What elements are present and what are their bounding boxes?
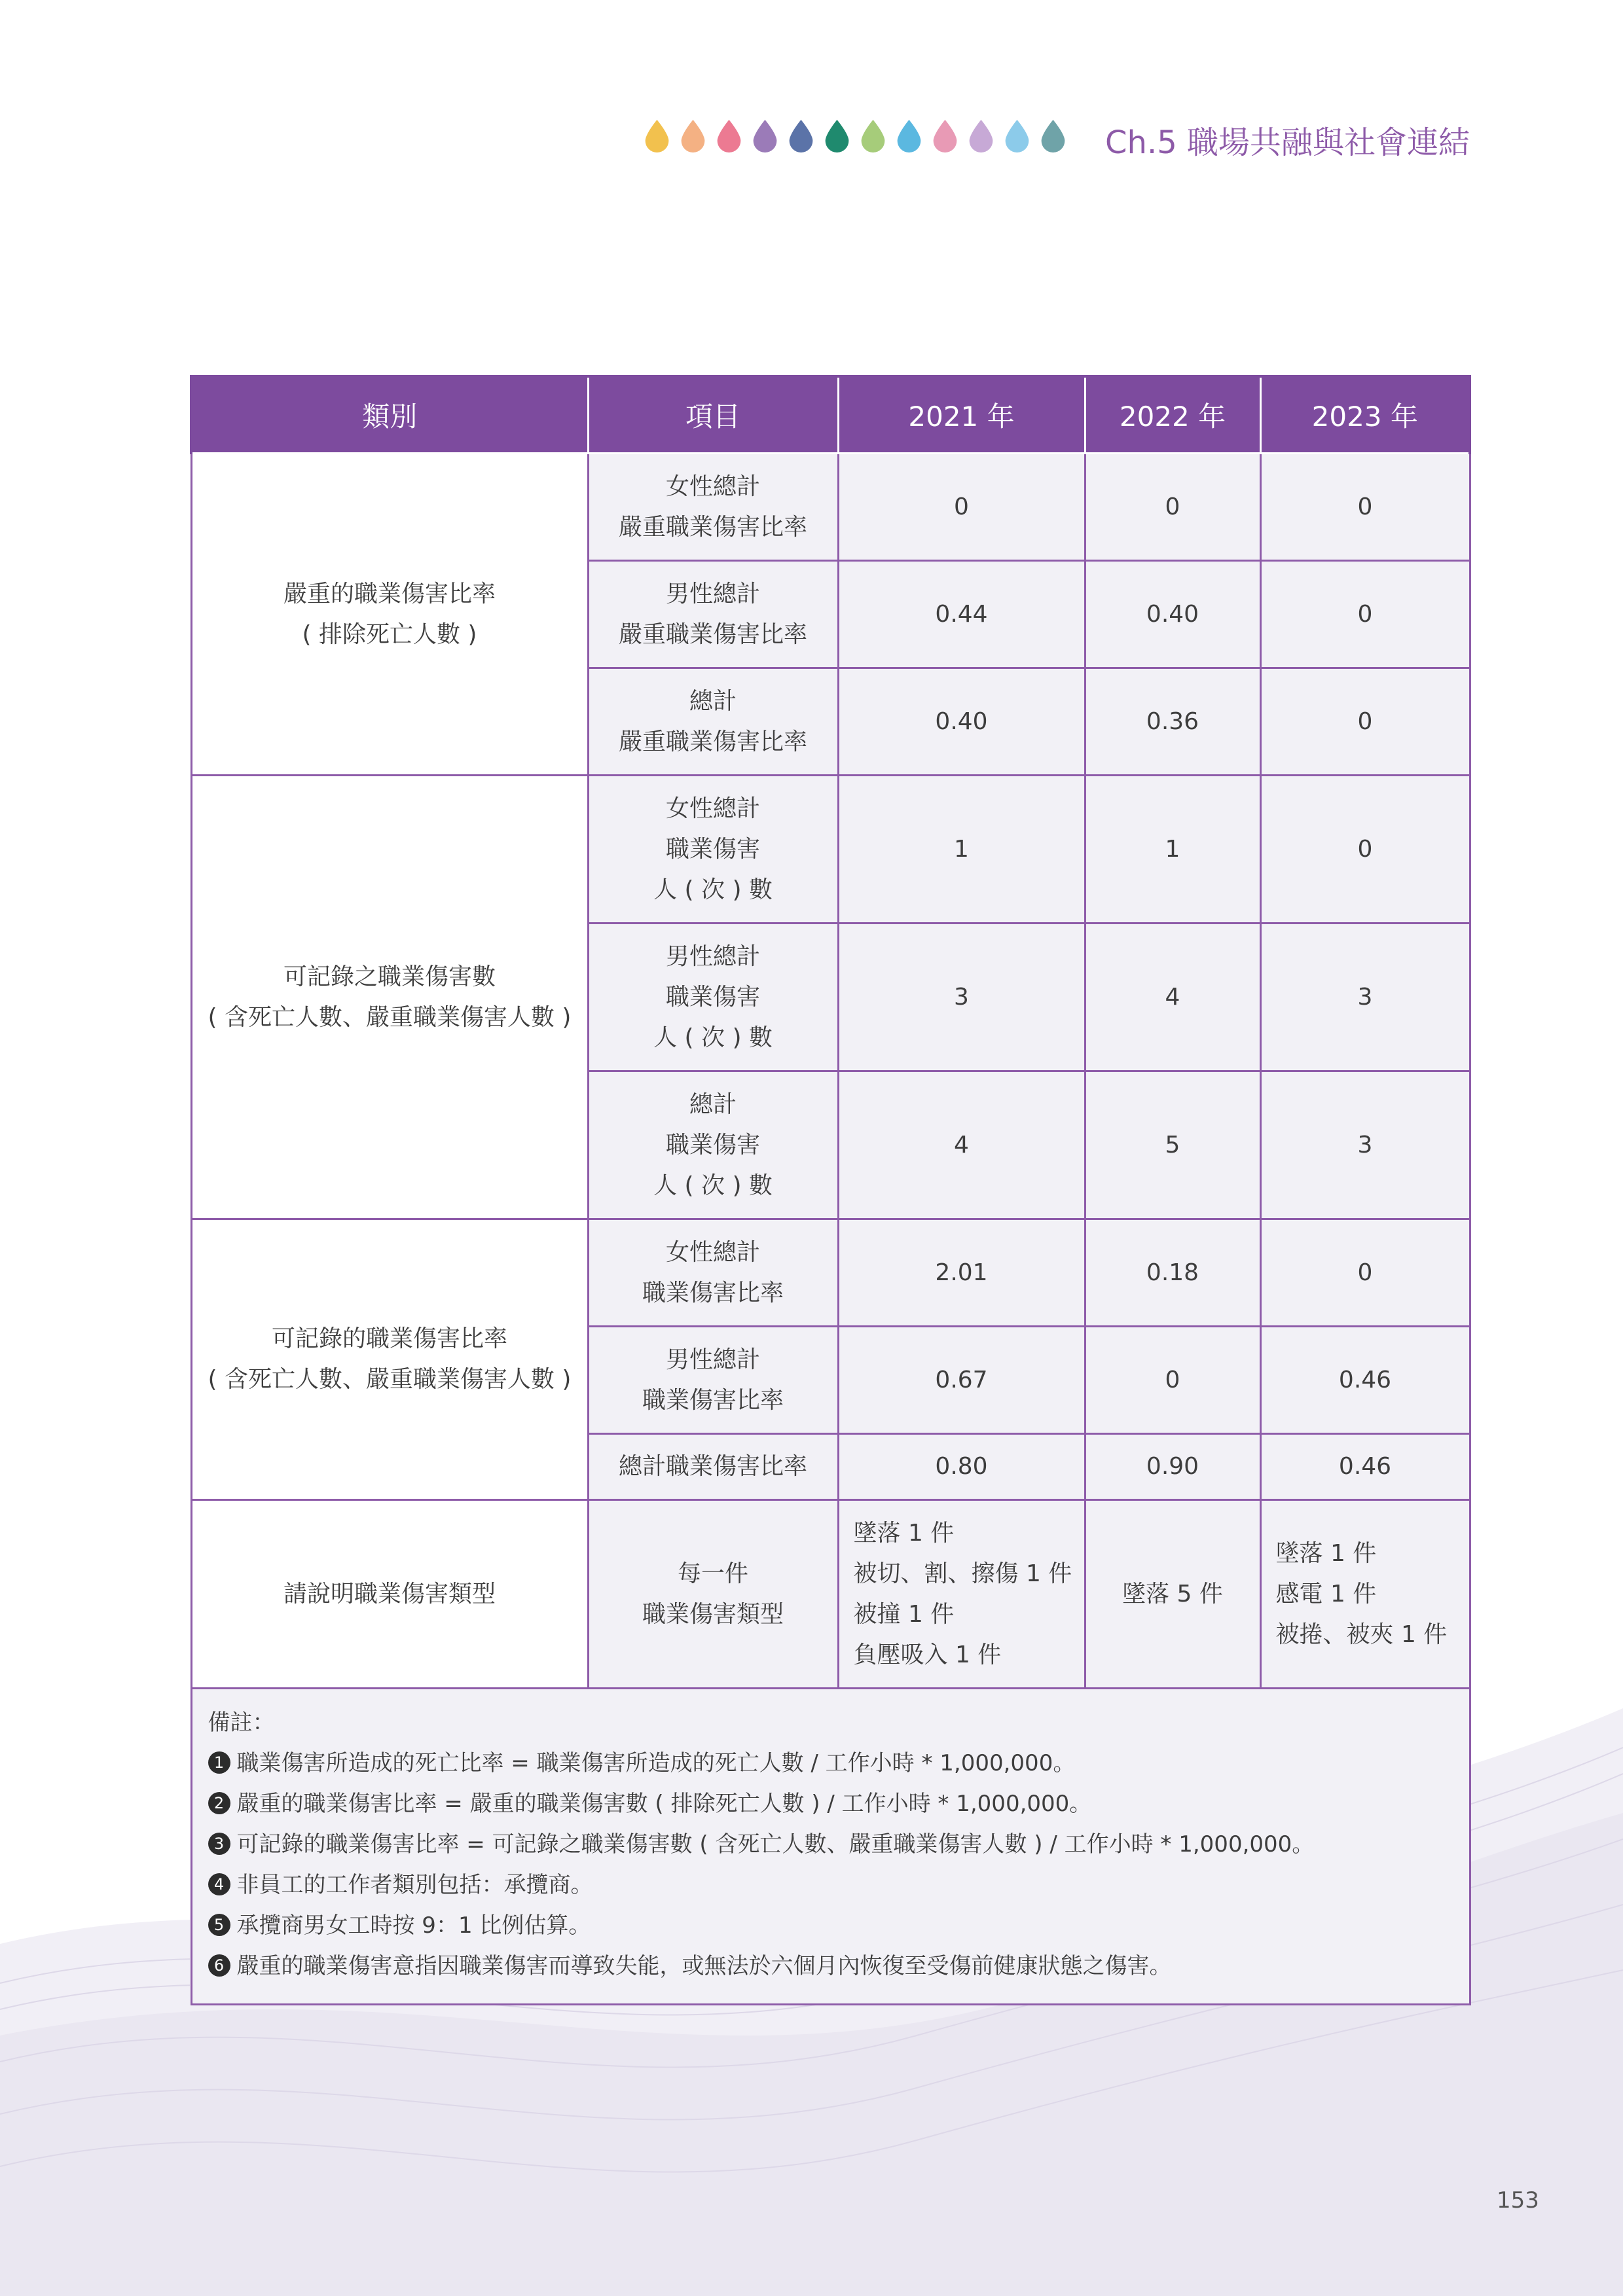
color-drop-icon [1005,120,1029,152]
category-line: 可記錄的職業傷害比率 [271,1325,507,1352]
color-drop-icon [645,120,669,152]
value-2021: 0.44 [838,561,1085,668]
item-line: 職業傷害 [665,983,760,1011]
category-cell [191,776,588,1219]
item-line: 職業傷害 [665,835,760,863]
value-2023: 0 [1260,1219,1470,1327]
category-line: 請說明職業傷害類型 [283,1580,496,1607]
value-2023: 0.46 [1260,1434,1470,1500]
item-cell [588,1219,838,1327]
injury-types-2022 [1085,1500,1260,1689]
category-line: 嚴重的職業傷害比率 [283,580,496,607]
item-line: 人 ( 次 ) 數 [653,1172,773,1199]
note-text: 嚴重的職業傷害比率 = 嚴重的職業傷害數 ( 排除死亡人數 ) / 工作小時 * 1,000,000。 [236,1791,1092,1817]
item-cell [588,1434,838,1500]
value-2023: 0 [1260,454,1470,561]
notes-title: 備註： [208,1710,275,1736]
value-2023: 3 [1260,924,1470,1071]
note-text: 非員工的工作者類別包括：承攬商。 [236,1872,593,1898]
category-line: 可記錄之職業傷害數 [283,963,496,990]
item-line: 職業傷害比率 [642,1386,784,1414]
item-line: 每一件 [677,1560,748,1587]
note-item [208,1865,1453,1905]
note-number-badge: 4 [208,1873,230,1895]
value-2021: 0.80 [838,1434,1085,1500]
value-2021: 3 [838,924,1085,1071]
value-2023: 0 [1260,668,1470,776]
note-number-badge: 5 [208,1914,230,1936]
color-drop-icon [753,120,777,152]
item-cell [588,1071,838,1219]
color-drops-decoration [645,120,1065,152]
value-2021: 0.67 [838,1327,1085,1434]
header-item: 項目 [588,376,838,454]
header-category: 類別 [191,376,588,454]
value-2021: 0 [838,454,1085,561]
item-cell [588,1500,838,1689]
item-line: 人 ( 次 ) 數 [653,876,773,903]
value-2021: 0.40 [838,668,1085,776]
injury-type-line: 被撞 1 件 [853,1600,955,1628]
item-cell [588,924,838,1071]
notes-cell [191,1689,1470,2005]
value-2022: 0 [1085,1327,1260,1434]
chapter-title: Ch.5 職場共融與社會連結 [1105,124,1470,161]
item-line: 總計職業傷害比率 [618,1453,807,1480]
table-header-row [191,376,1470,454]
note-number-badge: 1 [208,1751,230,1774]
item-cell [588,668,838,776]
injury-types-2023 [1260,1500,1470,1689]
color-drop-icon [1041,120,1065,152]
header-2022: 2022 年 [1085,376,1260,454]
page-number: 153 [1497,2187,1539,2214]
note-text: 職業傷害所造成的死亡比率 = 職業傷害所造成的死亡人數 / 工作小時 * 1,000,000。 [236,1750,1076,1776]
injury-types-2021 [838,1500,1085,1689]
note-number-badge: 3 [208,1833,230,1855]
color-drop-icon [825,120,849,152]
injury-type-line: 被切、割、擦傷 1 件 [853,1560,1072,1587]
value-2023: 0.46 [1260,1327,1470,1434]
note-text: 可記錄的職業傷害比率 = 可記錄之職業傷害數 ( 含死亡人數、嚴重職業傷害人數 ) / 工作小時 * 1,000,000。 [236,1831,1315,1857]
note-text: 承攬商男女工時按 9：1 比例估算。 [236,1912,591,1939]
item-line: 女性總計 [665,1238,760,1266]
note-item [208,1905,1453,1946]
color-drop-icon [789,120,813,152]
value-2022: 0.36 [1085,668,1260,776]
item-line: 女性總計 [665,795,760,822]
color-drop-icon [969,120,993,152]
note-number-badge: 2 [208,1792,230,1814]
page-header [645,115,1470,160]
category-line: ( 含死亡人數、嚴重職業傷害人數 ) [208,1003,572,1031]
item-line: 職業傷害比率 [642,1279,784,1306]
value-2022: 1 [1085,776,1260,924]
item-line: 男性總計 [665,942,760,970]
category-cell [191,1500,588,1689]
value-2022: 0 [1085,454,1260,561]
category-cell [191,454,588,776]
item-line: 男性總計 [665,580,760,607]
color-drop-icon [861,120,885,152]
item-line: 職業傷害類型 [642,1600,784,1628]
category-line: ( 排除死亡人數 ) [302,620,477,648]
item-line: 職業傷害 [665,1131,760,1158]
value-2022: 0.90 [1085,1434,1260,1500]
color-drop-icon [933,120,957,152]
item-cell [588,454,838,561]
table-row [191,776,1470,924]
value-2022: 0.40 [1085,561,1260,668]
item-cell [588,1327,838,1434]
color-drop-icon [681,120,705,152]
occupational-injury-table [190,375,1471,2005]
injury-type-line: 負壓吸入 1 件 [853,1641,1002,1668]
item-line: 人 ( 次 ) 數 [653,1024,773,1051]
item-line: 嚴重職業傷害比率 [618,513,807,541]
category-line: ( 含死亡人數、嚴重職業傷害人數 ) [208,1366,572,1393]
injury-type-line: 墜落 5 件 [1122,1580,1223,1607]
value-2021: 4 [838,1071,1085,1219]
note-item [208,1784,1453,1824]
color-drop-icon [897,120,921,152]
item-cell [588,776,838,924]
color-drop-icon [717,120,741,152]
value-2023: 3 [1260,1071,1470,1219]
header-2021: 2021 年 [838,376,1085,454]
table-row [191,1500,1470,1689]
value-2021: 1 [838,776,1085,924]
header-2023: 2023 年 [1260,376,1470,454]
item-line: 女性總計 [665,473,760,500]
value-2022: 4 [1085,924,1260,1071]
table-row [191,1219,1470,1327]
injury-type-line: 墜落 1 件 [853,1519,955,1547]
note-number-badge: 6 [208,1954,230,1977]
note-item [208,1743,1453,1784]
table-row [191,454,1470,561]
item-line: 嚴重職業傷害比率 [618,728,807,755]
note-item [208,1824,1453,1865]
injury-type-line: 墜落 1 件 [1275,1539,1377,1567]
value-2022: 5 [1085,1071,1260,1219]
value-2023: 0 [1260,776,1470,924]
value-2022: 0.18 [1085,1219,1260,1327]
value-2023: 0 [1260,561,1470,668]
notes-row [191,1689,1470,2005]
item-line: 嚴重職業傷害比率 [618,620,807,648]
note-text: 嚴重的職業傷害意指因職業傷害而導致失能，或無法於六個月內恢復至受傷前健康狀態之傷害。 [236,1953,1172,1979]
injury-type-line: 感電 1 件 [1275,1580,1377,1607]
item-line: 男性總計 [665,1346,760,1373]
item-line: 總計 [689,1090,737,1118]
note-item [208,1946,1453,1986]
injury-type-line: 被捲、被夾 1 件 [1275,1621,1448,1648]
item-cell [588,561,838,668]
category-cell [191,1219,588,1500]
item-line: 總計 [689,687,737,715]
value-2021: 2.01 [838,1219,1085,1327]
